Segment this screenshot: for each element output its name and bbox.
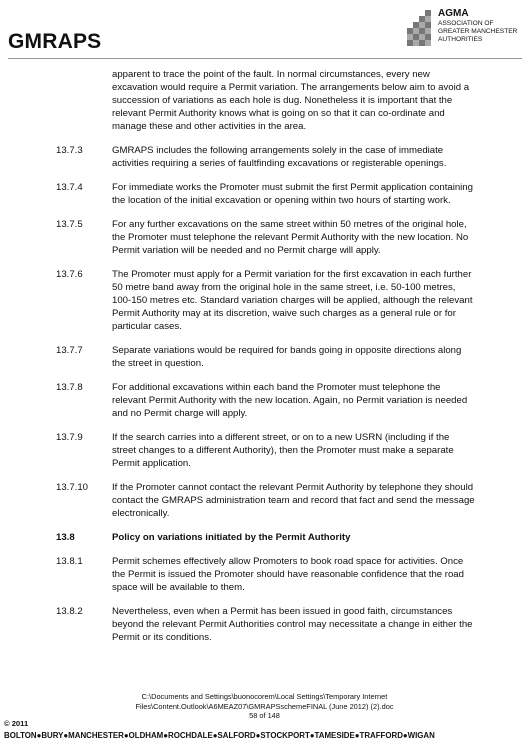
agma-name: AGMA [438, 8, 469, 19]
agma-full-name [438, 20, 517, 44]
paragraph-13-7-4 [56, 181, 476, 207]
paragraph-13-7-5 [56, 218, 476, 257]
copyright-notice: © 2011 [4, 719, 29, 728]
document-body [56, 68, 476, 655]
paragraph-text: The Promoter must apply for a Permit variation for the first excavation in each further 50 metre band away from the original hole in the same street, i.e. 50-100 metres, 100-150 metres etc. Standard variation charges will be applied, although the relevant Permit Authority may at its discretion, waive such charges as a general rule or for particular cases. [112, 269, 473, 332]
paragraph-13-7-8 [56, 381, 476, 420]
page-header [0, 0, 529, 62]
footer-file-path [0, 692, 529, 721]
paragraph-13-7-3 [56, 144, 476, 170]
agma-line-1: ASSOCIATION OF [438, 20, 494, 27]
authority-list: BOLTON●BURY●MANCHESTER●OLDHAM●ROCHDALE●SALFORD●STOCKPORT●TAMESIDE●TRAFFORD●WIGAN [4, 731, 435, 740]
paragraph-text: For additional excavations within each band the Promoter must telephone the relevant Permit Authority with the new location. Again, no Permit variation is needed and no Permit charge will apply. [112, 382, 468, 419]
paragraph-number: 13.7.9 [56, 432, 83, 443]
paragraph-text: For immediate works the Promoter must submit the first Permit application containing the location of the initial excavation or opening within two hours of starting work. [112, 182, 473, 206]
paragraph-number: 13.7.7 [56, 345, 83, 356]
paragraph-number: 13.7.6 [56, 269, 83, 280]
agma-logo [405, 6, 523, 56]
paragraph-13-7-6 [56, 268, 476, 333]
paragraph-text: If the Promoter cannot contact the relevant Permit Authority by telephone they should contact the GMRAPS administration team and record that fact and send the message electronically. [112, 482, 475, 519]
paragraph-13-7-9 [56, 431, 476, 470]
page-number: 58 of 148 [249, 711, 280, 720]
section-title: Policy on variations initiated by the Permit Authority [112, 532, 351, 543]
file-path-line-2: Files\Content.Outlook\A6MEAZ07\GMRAPSschemeFINAL (June 2012) (2).doc [135, 701, 394, 711]
paragraph-number: 13.8.2 [56, 606, 83, 617]
continued-paragraph: apparent to trace the point of the fault. In normal circumstances, every new excavation would require a Permit variation. The arrangements below aim to avoid a succession of variations as each hole is dug. Nonetheless it is important that the relevant Permit Authority knows what is going on so that it can co-ordinate and manage these and other activities in the area. [112, 69, 470, 132]
paragraph-13-7-10 [56, 481, 476, 520]
paragraph-text: Separate variations would be required for bands going in opposite directions along the street in question. [112, 345, 462, 369]
paragraph-number: 13.7.3 [56, 145, 83, 156]
paragraph-number: 13.7.4 [56, 182, 83, 193]
header-title: GMRAPS [8, 30, 102, 53]
paragraph-text: If the search carries into a different street, or on to a new USRN (including if the street changes to a different Authority), then the Promoter must make a separate Permit application. [112, 432, 454, 469]
paragraph-text: Nevertheless, even when a Permit has been issued in good faith, circumstances beyond the relevant Permit Authorities control may necessitate a change in either the Permit or its conditions. [112, 606, 473, 643]
agma-line-2: GREATER MANCHESTER [438, 28, 518, 35]
paragraph-13-8-2 [56, 605, 476, 644]
paragraph-number: 13.8.1 [56, 556, 83, 567]
paragraph-number: 13.7.5 [56, 219, 83, 230]
agma-line-3: AUTHORITIES [438, 36, 483, 43]
paragraph-number: 13.7.10 [56, 482, 89, 493]
header-divider [8, 58, 522, 59]
section-number: 13.8 [56, 532, 75, 543]
paragraph-13-8-1 [56, 555, 476, 594]
paragraph-text: GMRAPS includes the following arrangements solely in the case of immediate activities requiring a series of faultfinding excavations or registerable openings. [112, 145, 447, 169]
paragraph-number: 13.7.8 [56, 382, 83, 393]
paragraph-text: Permit schemes effectively allow Promoters to book road space for activities. Once the Permit is issued the Promoter should have reasonable confidence that the road space will be available to them. [112, 556, 464, 593]
file-path-line-1: C:\Documents and Settings\buonocorem\Local Settings\Temporary Internet [141, 692, 388, 701]
paragraph-text: For any further excavations on the same street within 50 metres of the original hole, the Promoter must telephone the relevant Permit Authority with the new location. No Permit variation will be needed and no Permit charge will apply. [112, 219, 469, 256]
paragraph-13-7-7 [56, 344, 476, 370]
agma-logo-mark-icon [405, 10, 433, 48]
section-heading-13-8 [56, 531, 476, 544]
